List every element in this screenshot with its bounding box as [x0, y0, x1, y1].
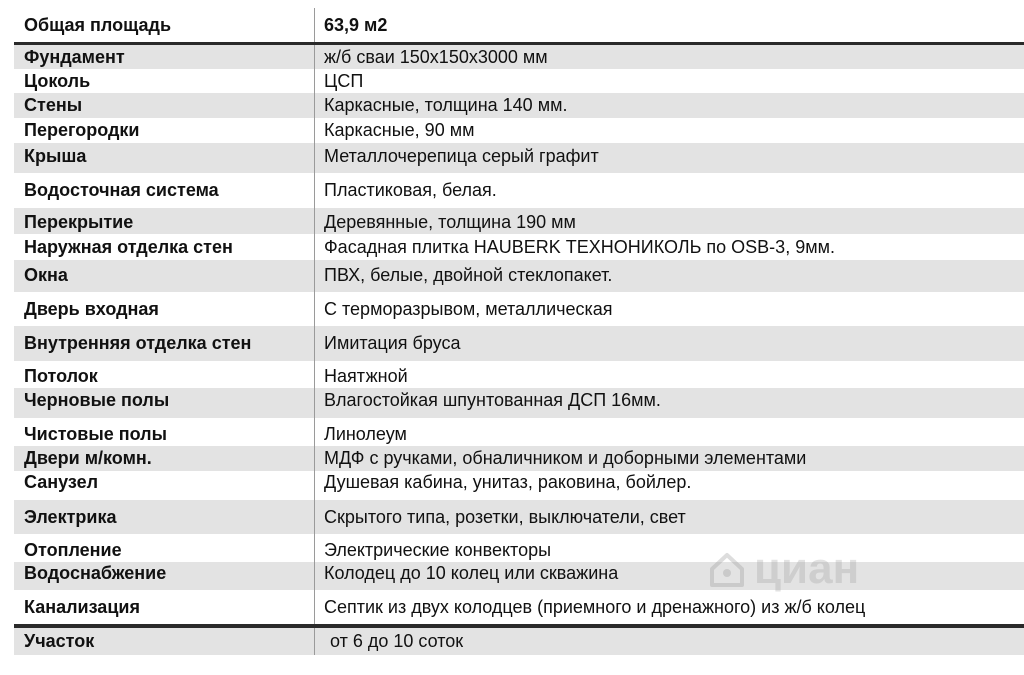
column-divider [314, 69, 315, 93]
column-divider [314, 173, 315, 208]
row-value: от 6 до 10 соток [330, 631, 464, 651]
row-label: Перегородки [24, 120, 140, 140]
table-row [14, 118, 1024, 143]
row-label: Крыша [24, 146, 87, 166]
row-value: Фасадная плитка HAUBERK ТЕХНОНИКОЛЬ по OSB-3, 9мм. [324, 236, 835, 257]
column-divider [314, 234, 315, 260]
row-value: Имитация бруса [324, 333, 461, 353]
column-divider [314, 143, 315, 173]
table-row [14, 292, 1024, 326]
table-row [14, 361, 1024, 388]
row-label: Отопление [24, 540, 122, 560]
column-divider [314, 118, 315, 143]
table-row [14, 628, 1024, 655]
column-divider [314, 93, 315, 118]
table-row [14, 471, 1024, 500]
row-value: Пластиковая, белая. [324, 180, 497, 200]
row-label: Наружная отделка стен [24, 236, 233, 257]
column-divider [314, 500, 315, 534]
column-divider [314, 471, 315, 500]
table-row [14, 234, 1024, 260]
column-divider [314, 534, 315, 562]
column-divider [314, 446, 315, 471]
row-value: ЦСП [324, 70, 364, 91]
row-label: Внутренняя отделка стен [24, 333, 252, 353]
table-row [14, 500, 1024, 534]
row-label: Санузел [24, 472, 99, 492]
row-label: Фундамент [24, 46, 125, 67]
table-row [14, 418, 1024, 446]
row-value: Линолеум [324, 424, 407, 444]
column-divider [314, 590, 315, 624]
table-row [14, 208, 1024, 234]
row-value: Электрические конвекторы [324, 540, 552, 560]
table-row [14, 69, 1024, 93]
row-value: Душевая кабина, унитаз, раковина, бойлер. [324, 472, 692, 492]
table-row [14, 388, 1024, 418]
table-row [14, 534, 1024, 562]
row-label: Участок [24, 631, 95, 651]
row-value: Каркасные, 90 мм [324, 120, 475, 140]
row-label: Перекрытие [24, 212, 134, 232]
row-label: Стены [24, 95, 83, 115]
column-divider [314, 326, 315, 361]
row-value: ПВХ, белые, двойной стеклопакет. [324, 265, 613, 285]
row-value: 63,9 м2 [324, 14, 388, 35]
watermark-text: циан [754, 544, 860, 593]
row-value: Каркасные, толщина 140 мм. [324, 95, 568, 115]
row-label: Общая площадь [24, 14, 172, 35]
table-row [14, 45, 1024, 69]
table-row [14, 590, 1024, 624]
row-value: Скрытого типа, розетки, выключатели, свет [324, 506, 686, 527]
column-divider [314, 292, 315, 326]
row-label: Цоколь [24, 70, 91, 91]
row-label: Канализация [24, 596, 140, 617]
table-row [14, 173, 1024, 208]
row-label: Водосточная система [24, 180, 219, 200]
column-divider [314, 8, 315, 42]
column-divider [314, 628, 315, 655]
row-value: Металлочерепица серый графит [324, 146, 599, 166]
column-divider [314, 260, 315, 292]
row-label: Электрика [24, 506, 117, 527]
row-label: Черновые полы [24, 390, 170, 410]
row-value: ж/б сваи 150х150х3000 мм [324, 46, 548, 67]
row-value: С терморазрывом, металлическая [324, 298, 613, 319]
table-row [14, 562, 1024, 590]
table-row [14, 143, 1024, 173]
column-divider [314, 562, 315, 590]
row-label: Чистовые полы [24, 424, 167, 444]
row-label: Двери м/комн. [24, 448, 152, 468]
table-row [14, 8, 1024, 42]
row-value: Колодец до 10 колец или скважина [324, 563, 619, 583]
column-divider [314, 418, 315, 446]
column-divider [314, 45, 315, 69]
table-row [14, 260, 1024, 292]
table-row [14, 326, 1024, 361]
row-label: Дверь входная [24, 298, 159, 319]
row-value: Септик из двух колодцев (приемного и дренажного) из ж/б колец [324, 596, 866, 617]
row-label: Потолок [24, 366, 98, 386]
row-label: Окна [24, 265, 68, 285]
table-row [14, 446, 1024, 471]
row-value: Наятжной [324, 366, 408, 386]
row-label: Водоснабжение [24, 563, 167, 583]
table-row [14, 93, 1024, 118]
column-divider [314, 361, 315, 388]
row-value: Влагостойкая шпунтованная ДСП 16мм. [324, 390, 661, 410]
column-divider [314, 388, 315, 418]
row-value: Деревянные, толщина 190 мм [324, 212, 576, 232]
column-divider [314, 208, 315, 234]
row-value: МДФ с ручками, обналичником и доборными элементами [324, 448, 807, 468]
